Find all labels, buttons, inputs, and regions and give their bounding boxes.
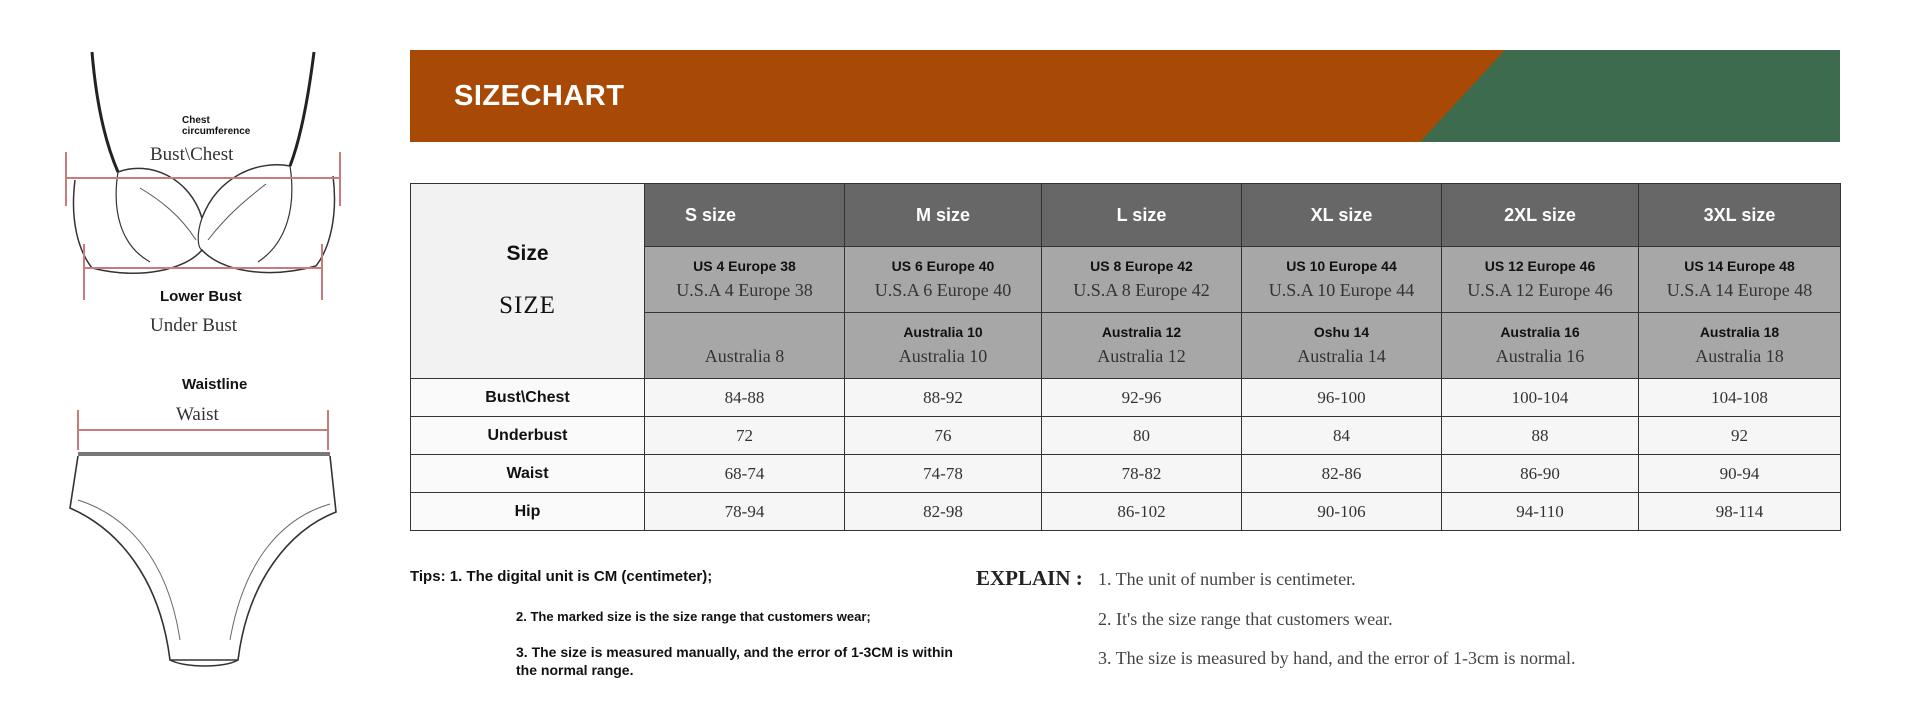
us-europe-text: US 12 Europe 46 xyxy=(1484,258,1596,274)
size-value: 90-106 xyxy=(1242,493,1442,531)
lower-bust-label: Lower Bust xyxy=(160,288,242,305)
australia-top-text: Australia 16 xyxy=(1500,324,1580,340)
tip-1: Tips: 1. The digital unit is CM (centimeter); xyxy=(410,568,713,585)
size-value: 94-110 xyxy=(1442,493,1639,531)
australia-top-text: Australia 18 xyxy=(1699,324,1780,340)
size-value: 84-88 xyxy=(645,379,845,417)
usa-europe-text: U.S.A 6 Europe 40 xyxy=(874,280,1012,300)
measurement-illustration xyxy=(0,0,400,719)
us-europe-cell xyxy=(1639,247,1841,313)
us-europe-text: US 8 Europe 42 xyxy=(1090,258,1193,274)
us-europe-cell xyxy=(845,247,1042,313)
col-header-m: M size xyxy=(845,184,1042,247)
australia-text: Australia 10 xyxy=(898,346,988,366)
australia-text: Australia 16 xyxy=(1495,346,1585,366)
size-value: 92 xyxy=(1639,417,1841,455)
australia-text: Australia 18 xyxy=(1695,346,1784,366)
size-value: 104-108 xyxy=(1639,379,1841,417)
size-value: 100-104 xyxy=(1442,379,1639,417)
australia-cell xyxy=(1042,313,1242,379)
australia-cell xyxy=(1639,313,1841,379)
us-europe-cell xyxy=(1242,247,1442,313)
explain-line-2: 2. It's the size range that customers wear. xyxy=(1098,609,1393,629)
bust-chest-label: Bust\Chest xyxy=(150,144,234,165)
waist-row xyxy=(411,455,1841,493)
size-value: 96-100 xyxy=(1242,379,1442,417)
us-europe-text: US 10 Europe 44 xyxy=(1286,258,1397,274)
australia-top-text: Australia 10 xyxy=(903,324,983,340)
us-europe-text: US 4 Europe 38 xyxy=(693,258,796,274)
size-value: 74-78 xyxy=(845,455,1042,493)
col-header-3xl: 3XL size xyxy=(1639,184,1841,247)
col-header-l: L size xyxy=(1042,184,1242,247)
col-header-xl: XL size xyxy=(1242,184,1442,247)
size-label: Size xyxy=(506,242,549,265)
bust-chest-row xyxy=(411,379,1841,417)
size-value: 98-114 xyxy=(1639,493,1841,531)
us-europe-cell xyxy=(1442,247,1639,313)
us-europe-text: US 6 Europe 40 xyxy=(891,258,995,274)
waistline-label: Waistline xyxy=(182,376,248,393)
usa-europe-text: U.S.A 10 Europe 44 xyxy=(1268,280,1415,300)
size-table xyxy=(410,183,1841,531)
underbust-row xyxy=(411,417,1841,455)
australia-text: Australia 12 xyxy=(1097,346,1186,366)
size-value: 80 xyxy=(1042,417,1242,455)
col-header-s: S size xyxy=(645,184,845,247)
hip-row xyxy=(411,493,1841,531)
australia-cell xyxy=(1442,313,1639,379)
tip-2: 2. The marked size is the size range that customers wear; xyxy=(516,609,871,624)
australia-top-text: Australia 12 xyxy=(1101,324,1182,340)
banner-title: SIZECHART xyxy=(454,80,625,112)
australia-text: Australia 8 xyxy=(704,346,785,366)
usa-europe-text: U.S.A 12 Europe 46 xyxy=(1467,280,1613,300)
size-value: 86-90 xyxy=(1442,455,1639,493)
size-value: 78-82 xyxy=(1042,455,1242,493)
us-europe-cell xyxy=(645,247,845,313)
explain-line-3: 3. The size is measured by hand, and the error of 1-3cm is normal. xyxy=(1098,648,1576,668)
col-header-2xl: 2XL size xyxy=(1442,184,1639,247)
us-europe-text: US 14 Europe 48 xyxy=(1684,258,1795,274)
usa-europe-text: U.S.A 4 Europe 38 xyxy=(676,280,813,300)
size-value: 88-92 xyxy=(845,379,1042,417)
australia-top-text xyxy=(645,324,844,340)
size-label-serif: SIZE xyxy=(499,292,556,319)
under-bust-label: Under Bust xyxy=(150,315,238,336)
row-label: Underbust xyxy=(411,417,645,455)
australia-text: Australia 14 xyxy=(1297,346,1386,366)
sizechart-banner xyxy=(410,50,1840,142)
tip-3: 3. The size is measured manually, and the error of 1-3CM is within the normal range. xyxy=(516,644,953,678)
australia-cell xyxy=(845,313,1042,379)
size-value: 78-94 xyxy=(645,493,845,531)
chest-circumference-small-label: Chest circumference xyxy=(182,115,251,137)
banner-background xyxy=(410,50,1840,142)
size-value: 88 xyxy=(1442,417,1639,455)
waist-label: Waist xyxy=(176,404,219,425)
size-value: 84 xyxy=(1242,417,1442,455)
table-header-row xyxy=(411,184,1841,247)
usa-europe-text: U.S.A 8 Europe 42 xyxy=(1073,280,1210,300)
size-corner-cell xyxy=(411,184,645,379)
size-value: 72 xyxy=(645,417,845,455)
row-label: Waist xyxy=(411,455,645,493)
row-label: Bust\Chest xyxy=(411,379,645,417)
brief-drawing xyxy=(0,0,400,719)
size-value: 76 xyxy=(845,417,1042,455)
usa-europe-text: U.S.A 14 Europe 48 xyxy=(1666,280,1813,300)
size-value: 82-98 xyxy=(845,493,1042,531)
australia-cell xyxy=(645,313,845,379)
row-label: Hip xyxy=(411,493,645,531)
australia-top-text: Oshu 14 xyxy=(1313,324,1370,340)
explain-line-1: 1. The unit of number is centimeter. xyxy=(1098,569,1356,589)
explain-label: EXPLAIN : xyxy=(976,566,1083,590)
us-europe-cell xyxy=(1042,247,1242,313)
size-value: 92-96 xyxy=(1042,379,1242,417)
size-value: 86-102 xyxy=(1042,493,1242,531)
size-value: 68-74 xyxy=(645,455,845,493)
size-value: 82-86 xyxy=(1242,455,1442,493)
australia-cell xyxy=(1242,313,1442,379)
size-value: 90-94 xyxy=(1639,455,1841,493)
